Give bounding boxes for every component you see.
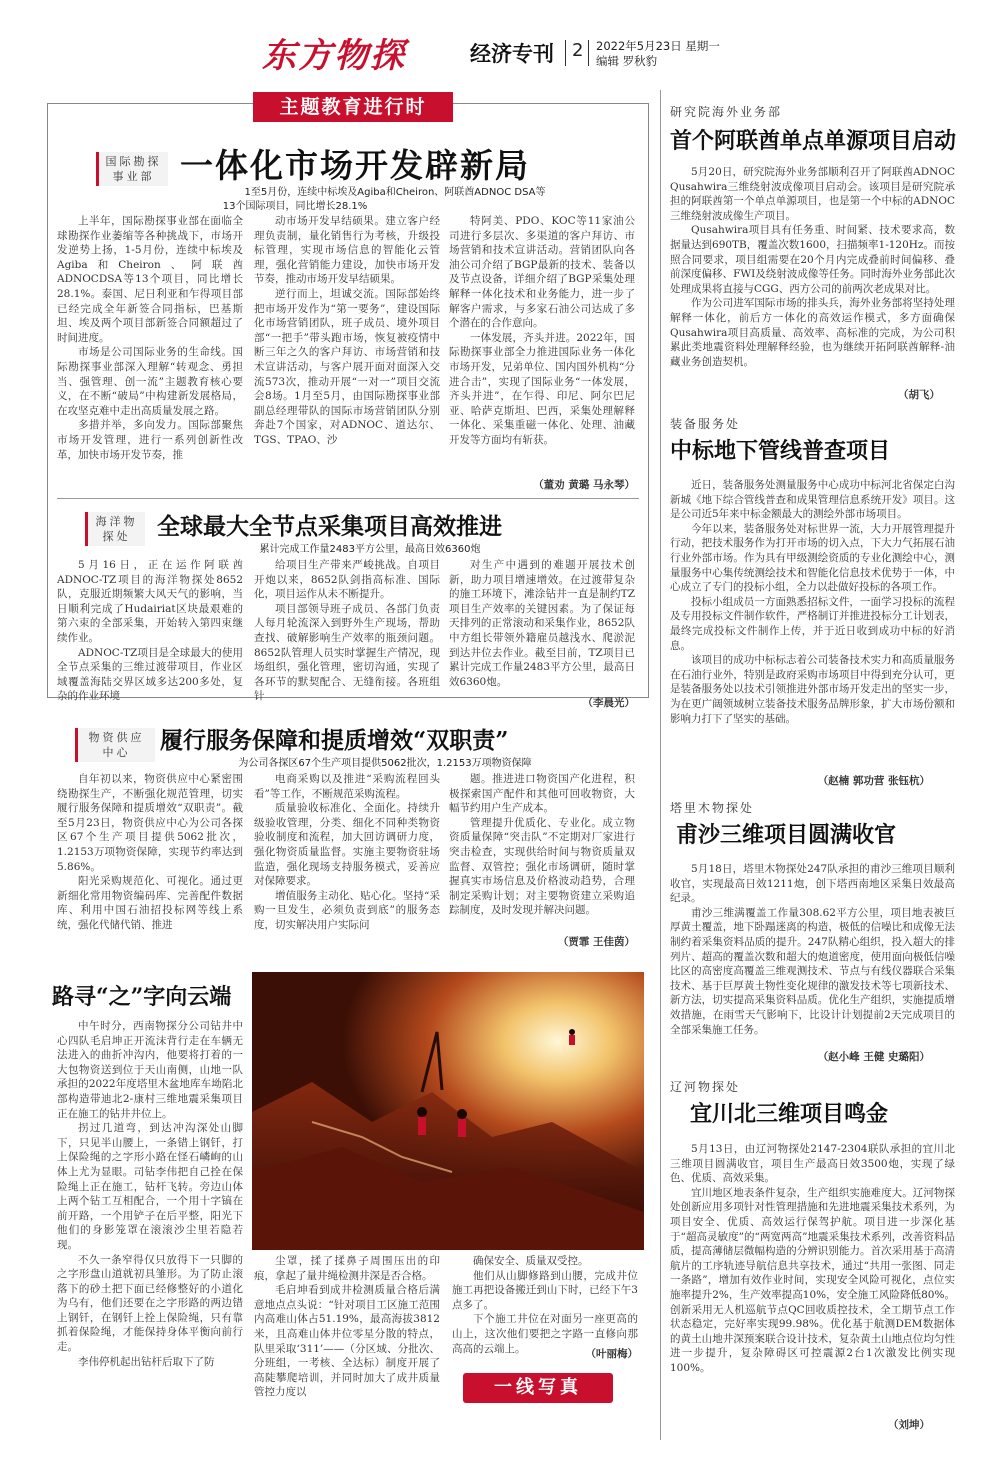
- article3-column-2: [254, 772, 440, 933]
- article3-column-3: [449, 772, 635, 918]
- photo-feature-label: 一线写真: [463, 1373, 613, 1403]
- paragraph: 多措并举，多向发力。国际部聚焦市场开发管理，进行一系列创新性改革，加快市场开发节奏，推: [57, 419, 243, 461]
- paragraph: 投标小组成员一方面熟悉招标文件，一面学习投标的流程及专用投标文件制作软件，严格制订并推进投标分工计划表，最终完成投标文件制作上传，并于近日收到成功中标的好消息。: [670, 595, 955, 652]
- article1-subtitle-1: 1至5月份，连续中标埃及Agiba和Cheiron、阿联酋ADNOC DSA等: [244, 187, 546, 198]
- right2-body: [670, 478, 955, 726]
- masthead: [0, 0, 1000, 80]
- newspaper-logo: 东方物探: [262, 36, 406, 76]
- right1-headline: 首个阿联酋单点单源项目启动: [670, 128, 957, 154]
- article2-column-2: [254, 558, 440, 704]
- right3-body: [670, 862, 955, 1037]
- paragraph: 今年以来，装备服务处对标世界一流，大力开展管理提升行动，把技术服务作为打开市场的切入点，下大力气拓展石油行业外部市场。作为具有甲级测绘资质的专业化测绘中心，测量服务中心集传统测绘技术和智能化信息技术优势于一体，中心成立了专门的投标小组，全力以赴做好投标的各项工作。: [670, 522, 955, 594]
- article4-column-3: [452, 1254, 638, 1356]
- article2-column-1: [57, 558, 243, 704]
- right1-dept: 研究院海外业务部: [670, 105, 783, 119]
- right4-headline: 宜川北三维项目鸣金: [690, 1101, 889, 1127]
- paragraph: 项目部领导班子成员、各部门负责人每月轮流深入到野外生产现场，帮助查找、破解影响生产效率的瓶颈问题。8652队管理人员实时掌握生产情况，现场组织，强化管理，密切沟通，实现了各环节的默契配合、无缝衔接。各班组针: [254, 602, 440, 703]
- paragraph: 阳光采购规范化、可视化。通过更新细化常用物资编码库、完善配件数据库、利用中国石油招投标网等线上系统，强化代储代销、推进: [57, 875, 243, 931]
- paragraph: 下个施工井位在对面另一座更高的山上，这次他们要把之字路一直修向那高高的云端上。: [452, 1313, 638, 1355]
- article1-dept: 国际勘探事业部: [96, 152, 168, 186]
- paragraph: 作为公司进军国际市场的排头兵，海外业务部将坚持处理解释一体化，前后方一体化的高效运作模式，多方面确保Qusahwira项目高质量、高效率、高标准的完成，为公司积累此类地震资料处理解释经验，也为继续开拓阿联酋解释-油藏业务创造契机。: [670, 297, 955, 368]
- article3-byline: （贾霏 王佳茵）: [557, 936, 635, 948]
- paragraph: 管理提升优质化、专业化。成立物资质量保障“突击队”不定期对厂家进行突击检查，实现供给时间与物资质量双监督、双管控；强化市场调研，随时掌握真实市场信息及价格波动趋势，合理制定采购计划；对主要物资建立采购追踪制度，及时发现并解决问题。: [449, 816, 635, 917]
- right3-byline: （赵小峰 王健 史璐阳）: [817, 1051, 930, 1063]
- article2-dept: 海洋物探处: [85, 512, 145, 546]
- paragraph: 市场是公司国际业务的生命线。国际勘探事业部深入理解“转观念、勇担当、强管理、创一流”主题教育核心要义，在不断“破局”中构建新发展格局，在攻坚克难中走出高质量发展之路。: [57, 346, 243, 417]
- article4-byline: （叶丽梅）: [585, 1348, 638, 1360]
- paragraph: 5月13日，由辽河物探处2147-2304联队承担的宜川北三维项目圆满收官，项目生产最高日效3500炮，实现了绿色、优质、高效采集。: [670, 1143, 955, 1185]
- article3-headline: 履行服务保障和提质增效“双职责”: [160, 727, 509, 754]
- article1-column-3: [449, 214, 635, 448]
- paragraph: 增值服务主动化、贴心化。坚持“采购一旦发生，必须负责到底”的服务态度，切实解决用户实际问: [254, 889, 440, 931]
- paragraph: 尘罩，揉了揉鼻子周围压出的印痕，拿起了量井绳检测井深是否合格。: [254, 1255, 440, 1282]
- article2-headline: 全球最大全节点采集项目高效推进: [157, 513, 502, 540]
- section-name: 经济专刊: [470, 42, 554, 66]
- right1-body: [670, 165, 955, 369]
- article2-byline: （李晨光）: [582, 697, 635, 709]
- paragraph: Qusahwira项目具有任务重、时间紧、技术要求高，数据量达到690TB，覆盖次数1600，扫描频率1-120Hz。而按照合同要求，项目组需要在20个月内完成叠前时间偏移、叠前深度偏移、FWI及绕射波成像等任务。同时海外业务部此次处理成果将直接与CGG、西方公司的前两次老成果对比。: [670, 224, 955, 295]
- article4-column-1: [57, 1019, 243, 1369]
- paragraph: 李伟停机起出钻杆后取下了防: [78, 1355, 215, 1368]
- article3-column-1: [57, 772, 243, 933]
- right2-dept: 装备服务处: [670, 417, 741, 431]
- article4-column-2: [254, 1254, 440, 1400]
- right4-dept: 辽河物探处: [670, 1080, 741, 1094]
- paragraph: 不久一条窄得仅只放得下一只脚的之字形盘山道就初具雏形。为了防止滚落下的砂土把下面已经修整好的小道化为乌有，他们还要在之字形路的两边错上钢钎，在钢钎上拴上保险绳，只有靠抓着保险绳，才能保持身体平衡向前行走。: [57, 1253, 243, 1354]
- paragraph: ADNOC-TZ项目是全球最大的使用全节点采集的三维过渡带项目，作业区域覆盖海陆交界区域多达200多处，复杂的作业环境: [57, 646, 243, 703]
- article3-dept: 物资供应中心: [75, 728, 155, 762]
- paragraph: 一体发展，齐头并进。2022年，国际勘探事业部全力推进国际业务一体化市场开发，兄弟单位、国内国外机构“分进合击”，实现了国际业务“一体发展，齐头并进”，在乍得、印尼、阿尔巴尼亚、哈萨克斯坦、巴西，采集处理解释一体化、采集重磁一体化、处理、油藏开发等方面均有斩获。: [449, 331, 635, 446]
- article4-headline: 路寻“之”字向云端: [52, 984, 232, 1010]
- page-editor: 编辑 罗秋豹: [596, 54, 658, 68]
- article2-subtitle: 累计完成工作量2483平方公里，最高日效6360炮: [259, 544, 481, 555]
- paragraph: 上半年，国际勘探事业部在面临全球勘探作业萎缩等各种挑战下，市场开发逆势上扬，1-5月份，连续中标埃及Agiba和Cheiron、阿联酋ADNOCDSA等13个项目，同比增长28.1%。泰国、尼日利亚和乍得项目部已经完成全年新签合同指标，巴基斯坦、埃及两个项目部新签合同额超过了时间进度。: [57, 215, 243, 344]
- theme-banner: 主题教育进行时: [253, 92, 453, 122]
- paragraph: 对生产中遇到的难题开展技术创新，助力项目增速增效。在过渡带复杂的施工环境下，滩涂钻井一直是制约TZ项目生产效率的关键因素。为了保证每天排列的正常滚动和采集作业，8652队中方组长带领外籍雇员越浅水、爬淤泥到达井位去作业。截至目前，TZ项目已累计完成工作量2483平方公里，最高日效6360炮。: [449, 559, 635, 688]
- paragraph: 逆行而上，坦诚交流。国际部始终把市场开发作为“第一要务”，建设国际化市场营销团队，班子成员、境外项目部“一把手”带头跑市场，恢复被疫情中断三年之久的客户拜访、市场营销和技术宣讲活动，与客户展开面对面深入交流573次，推动开展“一对一”项目交流会8场。1月至5月，由国际勘探事业部副总经理带队的国际市场营销团队分别奔赴7个国家，对ADNOC、道达尔、TGS、TPAO、沙: [254, 287, 440, 446]
- right3-dept: 塔里木物探处: [670, 801, 755, 815]
- paragraph: 他们从山脚修路到山腰，完成井位施工再把设备搬迁到山下时，已经下午3点多了。: [452, 1269, 638, 1311]
- paragraph: 5月16日，正在运作阿联酋ADNOC-TZ项目的海洋物探处8652队，克服近期频繁大风天气的影响，当日顺利完成了Hudairiat区块最艰难的第六束的全部采集，开始转入第四束继续作业。: [57, 559, 243, 644]
- paragraph: 电商采购以及推进“采购流程回头看”等工作，不断规范采购流程。: [254, 773, 440, 800]
- article1-headline: 一体化市场开发辟新局: [180, 146, 530, 185]
- right2-headline: 中标地下管线普查项目: [670, 438, 891, 464]
- issue-date: 2022年5月23日 星期一: [596, 39, 720, 53]
- article1-byline: （董劝 黄璐 马永琴）: [533, 479, 635, 491]
- paragraph: 甫沙三维满覆盖工作量308.62平方公里，项目地表被巨厚黄土覆盖，地下卧蹋迷离的构造，极低的信噪比和成像无法制约着采集资料品质的提升。247队精心组织，投入超大的排列片、超高的覆盖次数和超大的炮道密度，使用面向极低信噪比区的高密度高覆盖三维观测技术、节点与有线仪器联合采集技术、基于巨厚黄土物性变化规律的激发技术等七项新技术、新方法，切实提高采集资料品质。优化生产组织，实施提质增效措施，在雨雪天气影响下，比设计计划提前2天完成项目的全部采集施工任务。: [670, 906, 955, 1036]
- paragraph: 5月20日，研究院海外业务部顺利召开了阿联酋ADNOC Qusahwira三维绕射波成像项目启动会。该项目是研究院承担的阿联酋第一个单点单源项目，也是第一个中标的ADNOC三维绕射波成像生产项目。: [670, 166, 955, 222]
- paragraph: 特阿美、PDO、KOC等11家油公司进行多层次、多渠道的客户拜访、市场营销和技术宣讲活动。营销团队向各油公司介绍了BGP最新的技术、装备以及节点设备，详细介绍了BGP采集处理解释一体化技术和业务能力，进一步了解客户需求，与多家石油公司达成了多个潜在的合作意向。: [449, 215, 635, 330]
- paragraph: 近日，装备服务处测量服务中心成功中标河北省保定白沟新城《地下综合管线普查和成果管理信息系统开发》项目。这是公司近5年来中标金额最大的测绘外部市场项目。: [670, 479, 955, 521]
- article1-column-2: [254, 214, 440, 448]
- article1-column-1: [57, 214, 243, 462]
- paragraph: 确保安全、质量双受控。: [473, 1255, 589, 1267]
- paragraph: 质量验收标准化、全面化。持续升级验收管理，分类、细化不同种类物资验收制度和流程，加大回访调研力度，强化物资质量监督。实施主要物资驻场监造，强化现场支持服务模式，妥善应对保障要求。: [254, 802, 440, 888]
- right3-headline: 甫沙三维项目圆满收官: [676, 822, 897, 848]
- paragraph: 动市场开发早结硕果。建立客户经理负责制，量化销售行为考核，升级投标管理，实现市场信息的智能化云管理，强化营销能力建设，加快市场开发节奏，推动市场开发早结硕果。: [254, 215, 440, 286]
- page-number: 2: [572, 40, 584, 61]
- right2-byline: （赵楠 郭功营 张钰杭）: [817, 775, 930, 787]
- paragraph: 自年初以来，物资供应中心紧密围绕勘探生产，不断强化规范管理，切实履行服务保障和提质增效“双职责”。截至5月23日，物资供应中心为公司各探区67个生产项目提供5062批次，1.2153万项物资保障，实现节约率达到5.86%。: [57, 773, 243, 873]
- right1-byline: （胡飞）: [898, 389, 940, 401]
- right4-byline: （刘坤）: [888, 1419, 930, 1431]
- article1-subtitle-2: 13个国际项目，同比增长28.1%: [222, 201, 368, 212]
- article2-column-3: [449, 558, 635, 689]
- paragraph: 拐过几道弯，到达冲沟深处山脚下，只见半山腰上，一条错上钢钎，打上保险绳的之字形小路在怪石嶙峋的山体上尤为显眼。司钻李伟把自己拴在保险绳上正在施工，钻杆飞转。旁边山体上两个钻工互相配合，一个用十字镐在前开路，一个用铲子在后平整，阳光下他们的身影笼罩在滚滚沙尘里若隐若现。: [57, 1122, 243, 1251]
- paragraph: 中午时分，西南物探分公司钻井中心四队毛启坤正开流沫背行走在车辆无法进入的曲折冲沟内，他要将打着的一大包物资送到位于天山南侧，山地一队承担的2022年度塔里木盆地库车坳陷北部构造带迪北2-康村三维地震采集项目正在施工的钻井井位上。: [57, 1020, 243, 1120]
- photo-red-mountain-drilling: [252, 972, 644, 1250]
- paragraph: 题。推进进口物资国产化进程，积极探索国产配件和其他可回收物资，大幅节约用户生产成本。: [449, 773, 635, 815]
- paragraph: 5月18日，塔里木物探处247队承担的甫沙三维项目顺利收官，实现最高日效1211炮，创下塔西南地区采集日效最高纪录。: [670, 863, 955, 905]
- paragraph: 毛启坤看到成井检测质量合格后满意地点点头说：“针对项目工区施工范围内高难山体占51.19%，最高海拔3812米，且高难山体井位零星分散的特点，队里采取‘311’——（分区域、分批次、分班组，一考核、全达标）制度开展了高陡攀爬培训，并同时加大了成井质量管控力度以: [254, 1284, 440, 1399]
- paragraph: 给项目生产带来严峻挑战。自项目开炮以来，8652队剑指高标准、国际化，项目运作从未不断提升。: [254, 559, 440, 601]
- right4-body: [670, 1142, 955, 1376]
- article3-subtitle: 为公司各探区67个生产项目提供5062批次，1.2153万项物资保障: [238, 758, 532, 769]
- paragraph: 宜川地区地表条件复杂，生产组织实施难度大。辽河物探处创新应用多项针对性管理措施和先进地震采集技术系列，为项目安全、优质、高效运行保驾护航。项目进一步深化基于“超高灵敏度”的“两宽两高”地震采集技术系列，改善资料品质，提高薄储层微幅构造的分辨识别能力。首次采用基于高清航片的工序轨迹导航信息共享技术，通过“共用一张图、同走一条路”，增加有效作业时间，实现安全风险可视化，点位实施率提升2%，生产效率提高10%，安全施工风险降低80%。创新采用无人机巡航节点QC回收质控技术，全工期节点工作状态稳定，完好率实现99.98%。优化基于航测DEM数据体的黄土山地井深预案联合设计技术，复杂黄土山地点位均匀性进一步提升，复杂障碍区可控震源2台1次激发比例实现100%。: [670, 1186, 955, 1374]
- paragraph: 该项目的成功中标标志着公司装备技术实力和高质量服务在石油行业外，特别是政府采购市场项目中得到充分认可，更是装备服务处以技术引领推进外部市场开发走出的坚实一步，为在更广阔领域树立装备技术服务品牌形象，扩大市场份额和影响力打下了坚实的基础。: [670, 654, 955, 725]
